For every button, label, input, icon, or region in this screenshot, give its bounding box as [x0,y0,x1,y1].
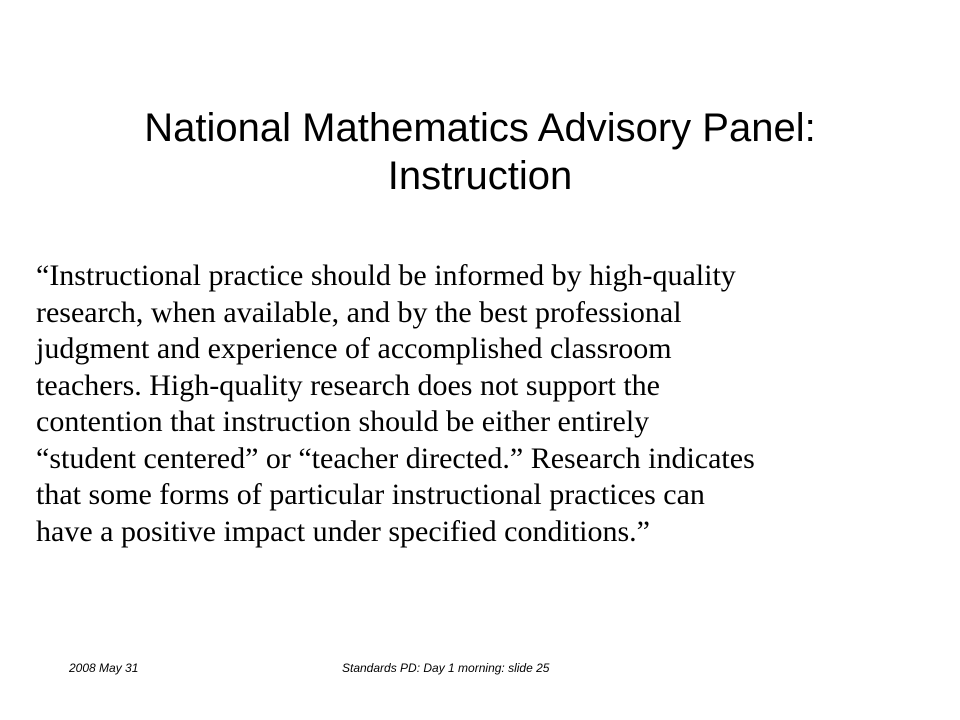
slide-title-line: Instruction [387,154,573,198]
slide-title-line: National Mathematics Advisory Panel: [144,106,816,150]
quote-line: contention that instruction should be either entirely [36,405,650,438]
footer-slide-reference: Standards PD: Day 1 morning: slide 25 [342,661,550,675]
quote-line: teachers. High-quality research does not support the [36,368,660,402]
quote-line: research, when available, and by the best professional [36,295,682,329]
quote-line: have a positive impact under specified conditions.” [36,514,650,548]
quote-text [36,258,936,550]
quote-line: “student centered” or “teacher directed.” Research indicates [36,441,755,475]
footer-date: 2008 May 31 [69,661,139,675]
quote-line: that some forms of particular instructional practices can [36,478,705,511]
quote-line: “Instructional practice should be informed by high-quality [36,259,736,292]
slide-title [60,104,900,200]
quote-line: judgment and experience of accomplished classroom [36,332,672,365]
